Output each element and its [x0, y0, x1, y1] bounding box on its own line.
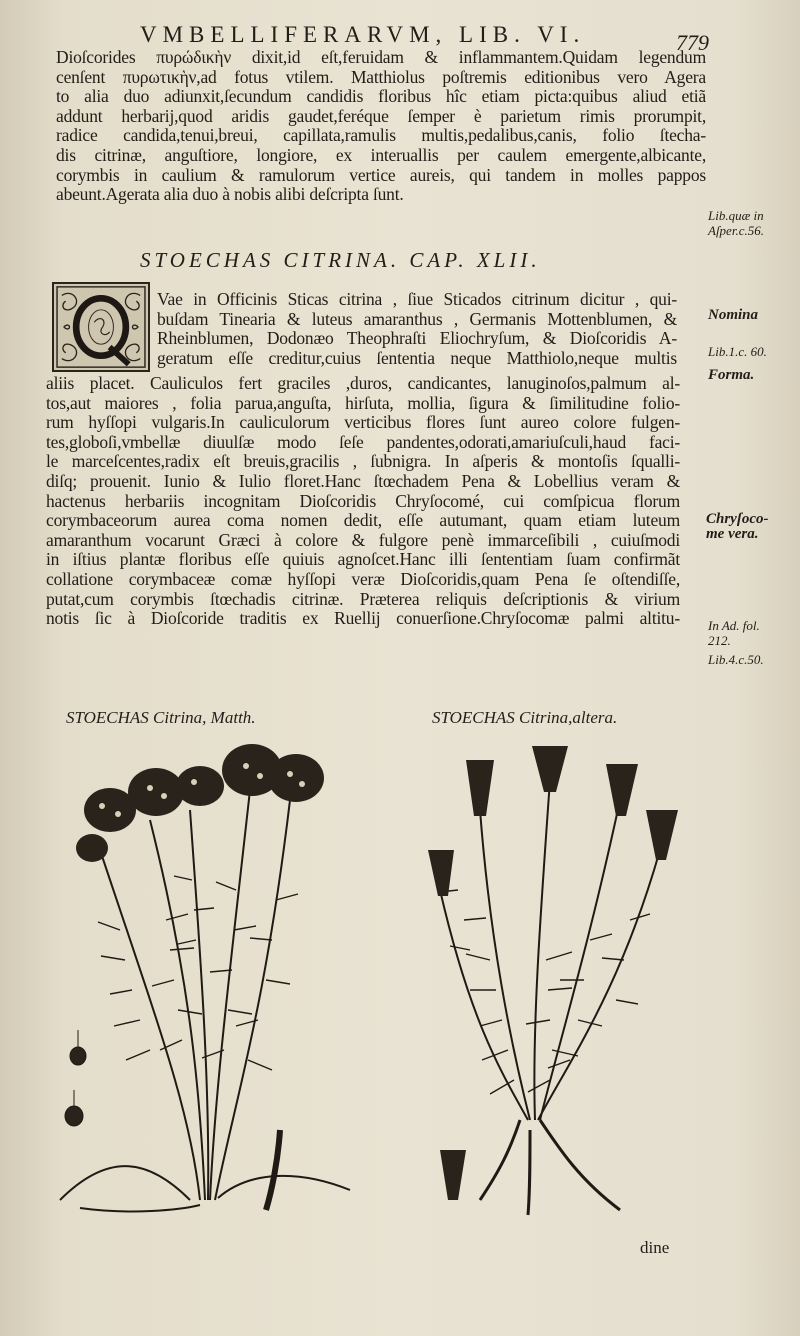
catchword: dine — [640, 1238, 670, 1257]
text-line: addunt herbarij,quod aridis gaudet,feréque ſemper è parietum rimis prorumpit, — [56, 106, 706, 126]
left-plate-caption: STOECHAS Citrina, Matth. — [66, 708, 256, 727]
text-line: putat,cum corymbis ſtœchadis citrinæ. Præterea reliquis deſcriptionis & virium — [46, 589, 680, 609]
margin-note-forma: Forma. — [708, 367, 755, 383]
margin-note-chrysocome: Chryſoco- me vera. — [706, 511, 769, 542]
decorated-initial — [52, 282, 150, 372]
text-line: abeunt.Agerata alia duo à nobis alibi deſcripta ſunt. — [56, 185, 404, 205]
text-line: Dioſcorides πυρώδικὴν dixit,id eſt,feruidam & inflammantem.Quidam legendum — [56, 48, 706, 67]
text-line: cenſent πυρωτικὴν,ad fotus vtilem. Matthiolus poſtremis editionibus vero Agera — [56, 67, 706, 87]
text-line: aliis placet. Cauliculos fert graciles ,duros, candicantes, lanuginoſos,palmum al- — [46, 374, 680, 393]
text-line: tos,aut maiores , folia parua,anguſta, hirſuta, mollia, ſigura & ſimilitudine folio- — [46, 393, 680, 413]
text-line: corymbis in caulium & ramulorum vertice aureis, qui tandem in molles pappos — [56, 165, 706, 185]
text-line: tes,globoſi,vmbellæ diuulſæ modo ſeſe pandentes,odorati,amariuſculi,haud faci- — [46, 432, 680, 452]
text-line: collatione corymbaceæ comæ hyſſopi veræ Dioſcoridis,quam Pena ſe oſtendiſſe, — [46, 569, 680, 589]
margin-note-in-ad: In Ad. fol. 212. — [708, 618, 760, 648]
text-line: hactenus herbariis incognitam Dioſcoridis Chryſocomé, cui comſpicua florum — [46, 491, 680, 511]
text-line: radice candida,tenui,breui, capillata,ramulis multis,pedalibus,canis, folio ſtecha- — [56, 126, 706, 146]
margin-note-lib4: Lib.4.c.50. — [708, 652, 764, 667]
text-line: Vae in Officinis Sticas citrina , ſiue Sticados citrinum dicitur , qui- — [157, 290, 677, 309]
text-line: notis ſic à Dioſcoride traditis ex Ruellij conuerſione.Chryſocomæ palmi altitu- — [46, 609, 680, 629]
text-line: buſdam Tinearia & luteus amaranthus , Germanis Mottenblumen, & — [157, 309, 677, 329]
text-line: le marceſcentes,radix eſt breuis,gracilis , ſubnigra. In aſperis & montoſis ſqualli- — [46, 452, 680, 472]
left-plant-woodcut — [40, 730, 370, 1220]
margin-note-nomina: Nomina — [708, 307, 759, 323]
decorated-initial-icon — [54, 284, 148, 370]
text-line: diſq; prouenit. Iunio & Iulio floret.Hanc ſtœchadem Pena & Lobellius veram & — [46, 471, 680, 491]
top-paragraph — [56, 48, 706, 205]
margin-note-lib-quae: Lib.quæ in Aſper.c.56. — [708, 208, 764, 238]
running-head: VMBELLIFERARVM, LIB. VI. — [140, 22, 586, 47]
chapter-title: STOECHAS CITRINA. CAP. XLII. — [140, 248, 541, 272]
text-line: in iſtius plantæ floribus eſſe quiuis agnoſcet.Hanc illi ſententiam ſuam confirmãt — [46, 550, 680, 570]
chapter-body — [46, 374, 680, 629]
right-plant-woodcut — [410, 740, 710, 1220]
chapter-first-lines — [157, 290, 677, 368]
text-line: corymbaceorum aurea coma nomen dedit, eſſe autumant, quam etiam luteum — [46, 511, 680, 531]
text-line: dis citrinæ, anguſtiore, longiore, ex interuallis per caulem emergente,albicante, — [56, 145, 706, 165]
margin-note-lib1: Lib.1.c. 60. — [708, 344, 767, 359]
text-line: Rheinblumen, Dodonæo Theophraſti Eliochryſum, & Dioſcoridis A- — [157, 329, 677, 349]
page-number: 779 — [676, 30, 709, 55]
text-line: rum hyſſopi vulgaris.In cauliculorum verticibus flores ſunt aureo colore fulgen- — [46, 413, 680, 433]
text-line: geratum eſſe creditur,cuius ſententia neque Matthiolo,neque multis — [157, 348, 677, 368]
text-line: amaranthum vocarunt Græci à colore & fulgore penè immarceſibili , cuiuſmodi — [46, 530, 680, 550]
right-plate-caption: STOECHAS Citrina,altera. — [432, 708, 618, 727]
text-line: to alia duo adiunxit,ſecundum candidis floribus hîc etiam picta:quibus aliud etiã — [56, 87, 706, 107]
